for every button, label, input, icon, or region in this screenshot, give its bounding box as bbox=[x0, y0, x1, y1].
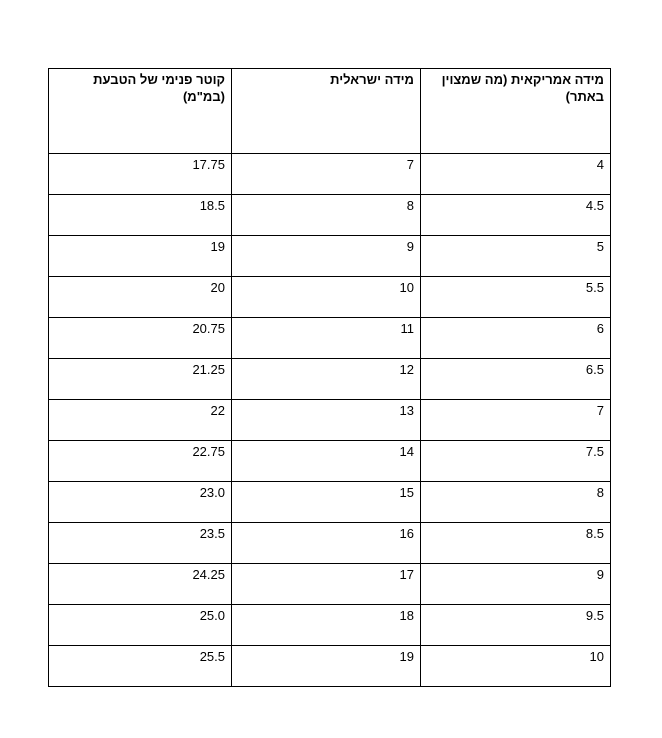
header-row bbox=[49, 69, 611, 154]
cell-us-size: 5.5 bbox=[421, 277, 611, 318]
cell-inner-diameter: 25.5 bbox=[49, 646, 232, 687]
cell-inner-diameter: 24.25 bbox=[49, 564, 232, 605]
cell-il-size: 16 bbox=[232, 523, 421, 564]
cell-inner-diameter: 18.5 bbox=[49, 195, 232, 236]
cell-il-size: 12 bbox=[232, 359, 421, 400]
cell-inner-diameter: 20.75 bbox=[49, 318, 232, 359]
cell-us-size: 7.5 bbox=[421, 441, 611, 482]
table-row bbox=[49, 400, 611, 441]
header-il-size: מידה ישראלית bbox=[232, 69, 421, 154]
cell-il-size: 7 bbox=[232, 154, 421, 195]
cell-us-size: 6 bbox=[421, 318, 611, 359]
table-body bbox=[49, 154, 611, 687]
cell-us-size: 9 bbox=[421, 564, 611, 605]
cell-il-size: 14 bbox=[232, 441, 421, 482]
table-row bbox=[49, 154, 611, 195]
cell-inner-diameter: 21.25 bbox=[49, 359, 232, 400]
cell-inner-diameter: 25.0 bbox=[49, 605, 232, 646]
cell-us-size: 9.5 bbox=[421, 605, 611, 646]
table-row bbox=[49, 605, 611, 646]
header-inner-diameter: קוטר פנימי של הטבעת (במ"מ) bbox=[49, 69, 232, 154]
cell-il-size: 8 bbox=[232, 195, 421, 236]
cell-inner-diameter: 20 bbox=[49, 277, 232, 318]
cell-us-size: 6.5 bbox=[421, 359, 611, 400]
table-row bbox=[49, 318, 611, 359]
cell-us-size: 4.5 bbox=[421, 195, 611, 236]
cell-us-size: 7 bbox=[421, 400, 611, 441]
table-row bbox=[49, 646, 611, 687]
cell-us-size: 5 bbox=[421, 236, 611, 277]
table-row bbox=[49, 441, 611, 482]
cell-il-size: 10 bbox=[232, 277, 421, 318]
cell-inner-diameter: 22 bbox=[49, 400, 232, 441]
cell-inner-diameter: 19 bbox=[49, 236, 232, 277]
cell-il-size: 9 bbox=[232, 236, 421, 277]
cell-il-size: 17 bbox=[232, 564, 421, 605]
cell-il-size: 18 bbox=[232, 605, 421, 646]
table-row bbox=[49, 277, 611, 318]
cell-inner-diameter: 22.75 bbox=[49, 441, 232, 482]
cell-us-size: 4 bbox=[421, 154, 611, 195]
cell-us-size: 8.5 bbox=[421, 523, 611, 564]
table-row bbox=[49, 195, 611, 236]
table-row bbox=[49, 564, 611, 605]
cell-inner-diameter: 23.5 bbox=[49, 523, 232, 564]
cell-inner-diameter: 23.0 bbox=[49, 482, 232, 523]
cell-inner-diameter: 17.75 bbox=[49, 154, 232, 195]
cell-us-size: 8 bbox=[421, 482, 611, 523]
cell-il-size: 11 bbox=[232, 318, 421, 359]
cell-il-size: 15 bbox=[232, 482, 421, 523]
table-row bbox=[49, 359, 611, 400]
cell-il-size: 19 bbox=[232, 646, 421, 687]
table-row bbox=[49, 482, 611, 523]
cell-us-size: 10 bbox=[421, 646, 611, 687]
header-us-size: מידה אמריקאית (מה שמצוין באתר) bbox=[421, 69, 611, 154]
table-header bbox=[49, 69, 611, 154]
table-row bbox=[49, 236, 611, 277]
ring-size-table bbox=[48, 68, 611, 687]
cell-il-size: 13 bbox=[232, 400, 421, 441]
table-row bbox=[49, 523, 611, 564]
